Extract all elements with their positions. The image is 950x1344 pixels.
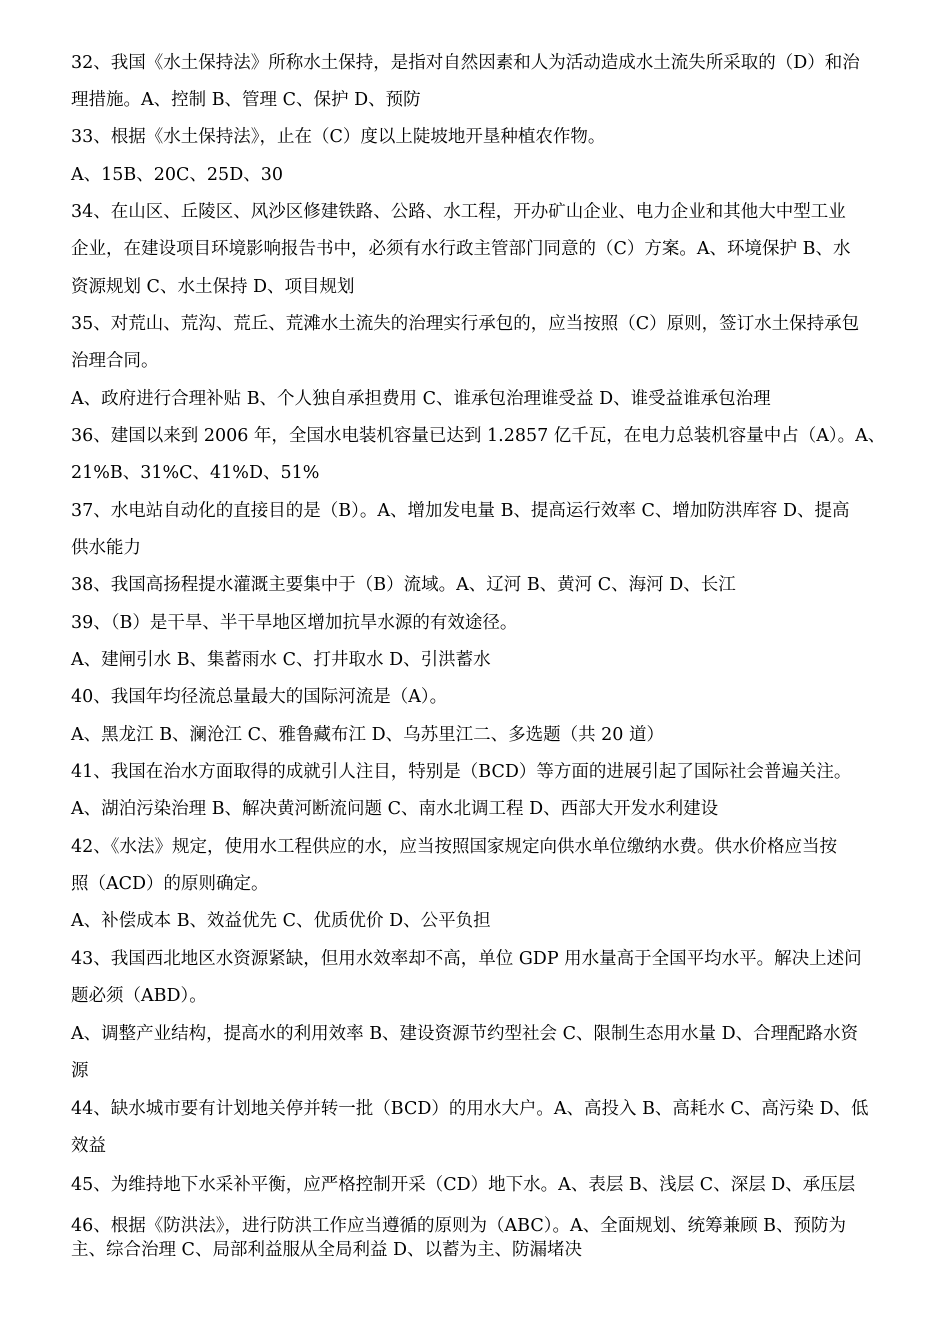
text-line: 主、综合治理 C、局部利益服从全局利益 D、以蓄为主、防漏堵决 [71,1240,583,1260]
text-line: A、湖泊污染治理 B、解决黄河断流问题 C、南水北调工程 D、西部大开发水利建设 [71,799,719,819]
text-line: A、建闸引水 B、集蓄雨水 C、打井取水 D、引洪蓄水 [71,650,491,670]
text-line: 题必须（ABD）。 [71,986,207,1006]
text-line: 37、水电站自动化的直接目的是（B）。A、增加发电量 B、提高运行效率 C、增加防洪库容 D、提高 [71,501,850,521]
text-line: A、政府进行合理补贴 B、个人独自承担费用 C、谁承包治理谁受益 D、谁受益谁承包治理 [71,389,771,409]
text-line: 41、我国在治水方面取得的成就引人注目，特别是（BCD）等方面的进展引起了国际社会普遍关注。 [71,762,852,782]
text-line: 源 [71,1061,89,1081]
text-line: 资源规划 C、水土保持 D、项目规划 [71,277,355,297]
text-line: 21%B、31%C、41%D、51% [71,463,320,483]
text-line: 45、为维持地下水采补平衡，应严格控制开采（CD）地下水。A、表层 B、浅层 C、深层 D、承压层 [71,1175,856,1195]
text-line: A、调整产业结构，提高水的利用效率 B、建设资源节约型社会 C、限制生态用水量 D、合理配路水资 [71,1024,859,1044]
text-line: A、黑龙江 B、澜沧江 C、雅鲁藏布江 D、乌苏里江二、多选题（共 20 道） [71,725,664,745]
text-line: 42、《水法》规定，使用水工程供应的水，应当按照国家规定向供水单位缴纳水费。供水价格应当按 [71,837,838,857]
text-line: 38、我国高扬程提水灌溉主要集中于（B）流域。A、辽河 B、黄河 C、海河 D、长江 [71,575,736,595]
text-line: 效益 [71,1136,106,1156]
text-line: 40、我国年均径流总量最大的国际河流是（A）。 [71,687,448,707]
text-line: 33、根据《水土保持法》，止在（C）度以上陡坡地开垦种植农作物。 [71,127,606,147]
text-line: 35、对荒山、荒沟、荒丘、荒滩水土流失的治理实行承包的，应当按照（C）原则，签订水土保持承包 [71,314,860,334]
text-line: 照（ACD）的原则确定。 [71,874,269,894]
text-line: A、补偿成本 B、效益优先 C、优质优价 D、公平负担 [71,911,491,931]
text-line: 32、我国《水土保持法》所称水土保持，是指对自然因素和人为活动造成水土流失所采取的（D）和治 [71,53,860,73]
text-line: 39、（B）是干旱、半干旱地区增加抗旱水源的有效途径。 [71,613,518,633]
text-line: 企业，在建设项目环境影响报告书中，必须有水行政主管部门同意的（C）方案。A、环境保护 B、水 [71,239,851,259]
text-line: 43、我国西北地区水资源紧缺，但用水效率却不高，单位 GDP 用水量高于全国平均水平。解决上述问 [71,949,862,969]
text-line: 理措施。A、控制 B、管理 C、保护 D、预防 [71,90,421,110]
text-line: 36、建国以来到 2006 年，全国水电装机容量已达到 1.2857 亿千瓦，在电力总装机容量中占（A）。A、 [71,426,886,446]
text-line: 治理合同。 [71,351,159,371]
text-line: 44、缺水城市要有计划地关停并转一批（BCD）的用水大户。A、高投入 B、高耗水 C、高污染 D、低 [71,1099,869,1119]
text-line: A、15B、20C、25D、30 [71,165,283,185]
text-line: 34、在山区、丘陵区、风沙区修建铁路、公路、水工程，开办矿山企业、电力企业和其他大中型工业 [71,202,846,222]
text-line: 46、根据《防洪法》，进行防洪工作应当遵循的原则为（ABC）。A、全面规划、统筹兼顾 B、预防为 [71,1216,847,1236]
text-line: 供水能力 [71,538,141,558]
